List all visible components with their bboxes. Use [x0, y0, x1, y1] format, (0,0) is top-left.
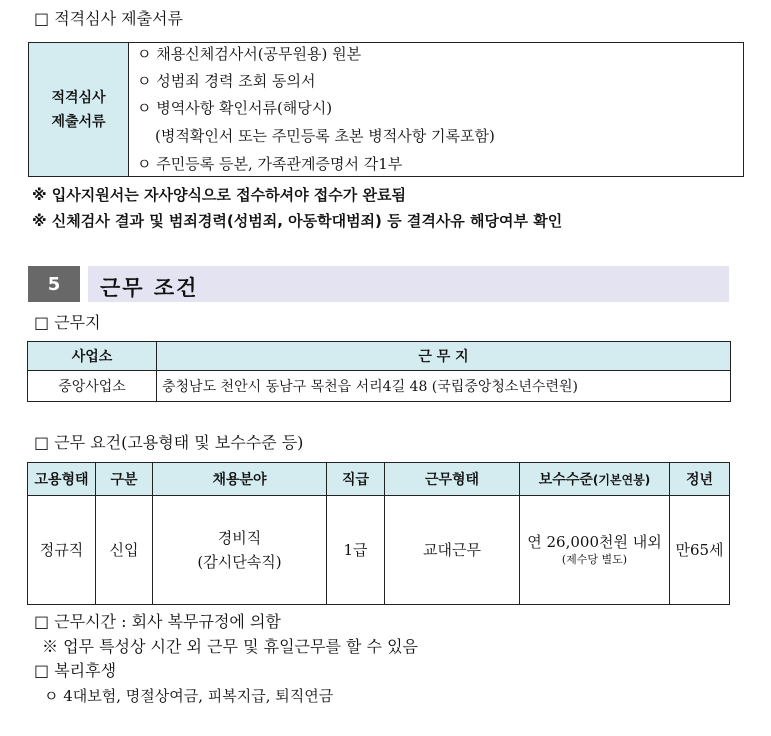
- table-cell: 교대근무: [385, 496, 520, 605]
- list-item: ㅇ 성범죄 경력 조회 동의서: [137, 72, 316, 90]
- table-header-row: [28, 342, 731, 371]
- column-header: 고용형태: [28, 463, 96, 496]
- hours-text: □ 근무시간 : 회사 복무규정에 의함: [34, 612, 281, 631]
- qualification-table: [28, 42, 744, 177]
- table-cell: 만65세: [670, 496, 730, 605]
- workplace-table: [27, 341, 731, 402]
- column-header: 구분: [96, 463, 153, 496]
- table-cell: 충청남도 천안시 동남구 목천읍 서리4길 48 (국립중앙청소년수련원): [157, 371, 731, 402]
- requirements-heading: □ 근무 요건(고용형태 및 보수수준 등): [34, 433, 304, 452]
- table-header-line1: 적격심사: [51, 89, 106, 106]
- list-item: ㅇ 주민등록 등본, 가족관계증명서 각1부: [137, 155, 403, 173]
- list-item: (병적확인서 또는 주민등록 초본 병적사항 기록포함): [155, 127, 495, 145]
- table-cell: 신입: [96, 496, 153, 605]
- list-item: ㅇ 채용신체검사서(공무원용) 원본: [137, 45, 362, 63]
- qualification-table-header: [29, 43, 129, 176]
- column-header: 근무형태: [385, 463, 520, 496]
- welfare-item: ㅇ 4대보험, 명절상여금, 피복지급, 퇴직연금: [44, 687, 334, 705]
- qualification-heading: □ 적격심사 제출서류: [34, 9, 183, 28]
- table-header-line2: 제출서류: [51, 113, 106, 130]
- table-cell: 정규직: [28, 496, 96, 605]
- salary-header: 보수수준: [538, 472, 593, 488]
- column-header: 정년: [670, 463, 730, 496]
- requirements-table: [27, 462, 730, 605]
- table-header-row: [28, 463, 730, 496]
- table-cell: [153, 496, 327, 605]
- section-number: 5: [28, 266, 80, 302]
- column-header: [520, 463, 670, 496]
- column-header: 근 무 지: [157, 342, 731, 371]
- list-item: ㅇ 병역사항 확인서류(해당시): [137, 99, 333, 117]
- note-1: ※ 입사지원서는 자사양식으로 접수하셔야 접수가 완료됨: [32, 186, 406, 204]
- column-header: 사업소: [28, 342, 157, 371]
- table-row: [28, 496, 730, 605]
- table-cell: [520, 496, 670, 605]
- welfare-heading: □ 복리후생: [34, 661, 117, 680]
- section-title: 근무 조건: [100, 276, 199, 300]
- workplace-heading: □ 근무지: [34, 313, 101, 332]
- note-2: ※ 신체검사 결과 및 범죄경력(성범죄, 아동학대범죄) 등 결격사유 해당여부 확인: [32, 212, 563, 230]
- salary-line1: 연 26,000천원 내외: [527, 533, 662, 551]
- salary-line2: (제수당 별도): [561, 553, 628, 566]
- column-header: 채용분야: [153, 463, 327, 496]
- field-line2: (감시단속직): [197, 553, 282, 571]
- field-line1: 경비직: [217, 529, 262, 547]
- salary-header-sub: (기본연봉): [592, 473, 651, 487]
- column-header: 직급: [327, 463, 385, 496]
- table-row: [28, 371, 731, 402]
- table-cell: 중앙사업소: [28, 371, 157, 402]
- table-cell: 1급: [327, 496, 385, 605]
- hours-note: ※ 업무 특성상 시간 외 근무 및 휴일근무를 할 수 있음: [42, 637, 418, 656]
